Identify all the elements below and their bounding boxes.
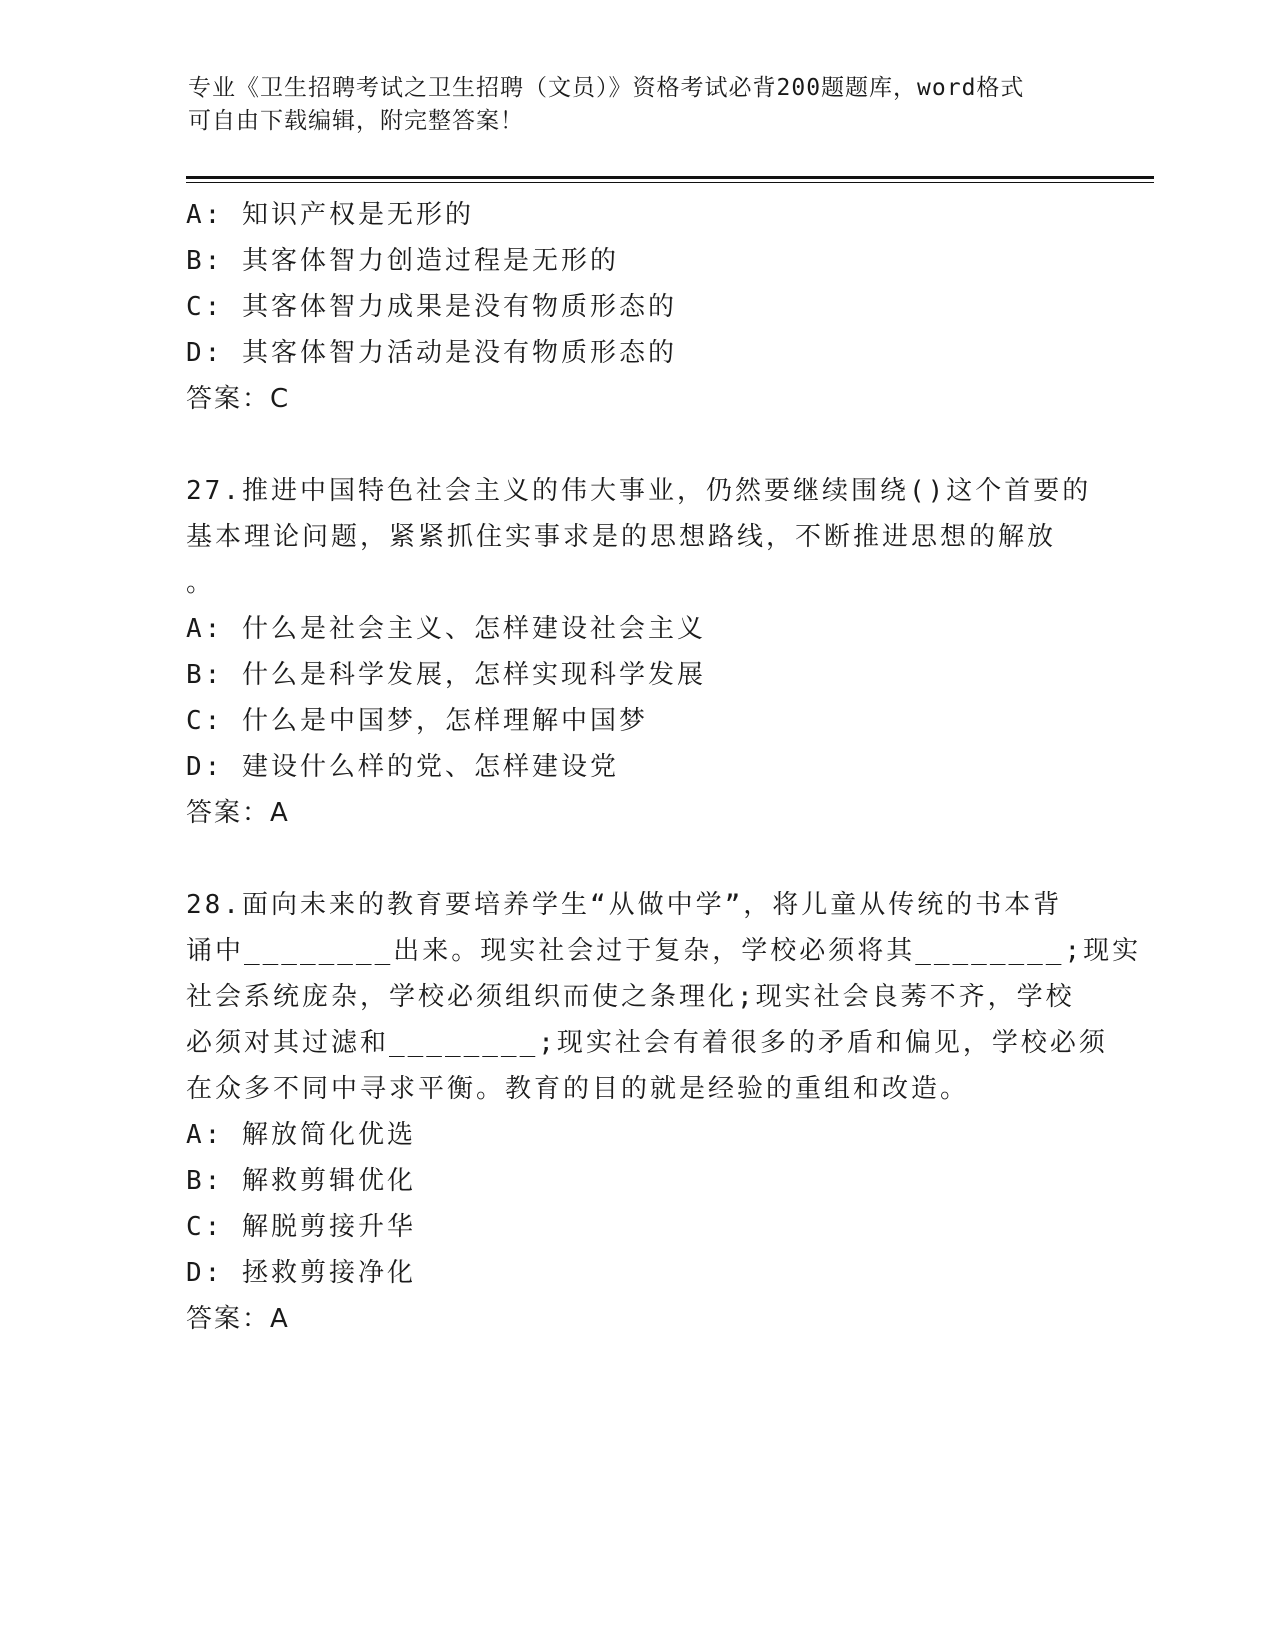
option-d: D: 建设什么样的党、怎样建设党	[186, 752, 619, 782]
document-header	[188, 72, 1068, 138]
question-28	[186, 882, 1142, 1342]
question-27	[186, 468, 1092, 836]
question-text-line: 基本理论问题，紧紧抓住实事求是的思想路线，不断推进思想的解放	[186, 522, 1057, 552]
question-text-line: 必须对其过滤和________;现实社会有着很多的矛盾和偏见，学校必须	[186, 1028, 1108, 1058]
option-a: A: 知识产权是无形的	[186, 200, 474, 230]
header-rule-thin	[186, 182, 1154, 183]
option-c: C: 什么是中国梦，怎样理解中国梦	[186, 706, 648, 736]
question-text-line: 28.面向未来的教育要培养学生“从做中学”，将儿童从传统的书本背	[186, 890, 1063, 920]
header-rule-thick	[186, 176, 1154, 179]
option-d: D: 拯救剪接净化	[186, 1258, 416, 1288]
question-text-line: 社会系统庞杂，学校必须组织而使之条理化;现实社会良莠不齐，学校	[186, 982, 1075, 1012]
question-26	[186, 192, 1086, 422]
question-text-line: 诵中________出来。现实社会过于复杂，学校必须将其________;现实	[186, 936, 1142, 966]
question-text-line: 。	[186, 568, 216, 598]
option-c: C: 其客体智力成果是没有物质形态的	[186, 292, 677, 322]
document-body	[186, 192, 1142, 1342]
option-d: D: 其客体智力活动是没有物质形态的	[186, 338, 677, 368]
question-text-line: 27.推进中国特色社会主义的伟大事业，仍然要继续围绕()这个首要的	[186, 476, 1092, 506]
header-line-2: 可自由下载编辑，附完整答案！	[188, 108, 524, 134]
header-line-1: 专业《卫生招聘考试之卫生招聘（文员）》资格考试必背200题题库，word格式	[188, 75, 1025, 101]
answer: 答案：A	[186, 1304, 290, 1334]
option-c: C: 解脱剪接升华	[186, 1212, 416, 1242]
option-b: B: 解救剪辑优化	[186, 1166, 416, 1196]
question-text-line: 在众多不同中寻求平衡。教育的目的就是经验的重组和改造。	[186, 1074, 970, 1104]
option-a: A: 什么是社会主义、怎样建设社会主义	[186, 614, 706, 644]
option-b: B: 其客体智力创造过程是无形的	[186, 246, 619, 276]
option-b: B: 什么是科学发展，怎样实现科学发展	[186, 660, 706, 690]
answer: 答案：A	[186, 798, 290, 828]
option-a: A: 解放简化优选	[186, 1120, 416, 1150]
answer: 答案：C	[186, 384, 291, 414]
